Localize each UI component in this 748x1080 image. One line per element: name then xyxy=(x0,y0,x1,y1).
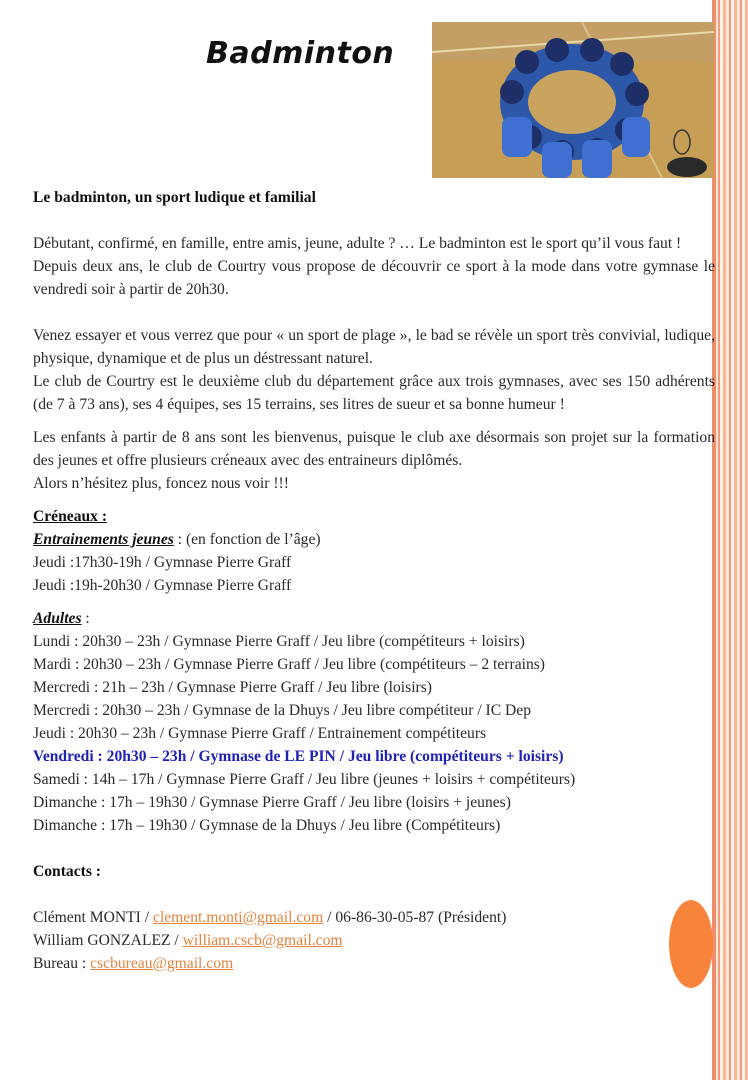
intro-paragraph-3: Venez essayer et vous verrez que pour « un sport de plage », le bad se révèle un sport très convivial, ludique, physique, dynamique et de plus un déstressant naturel. xyxy=(33,327,715,367)
email-link-william[interactable]: william.cscb@gmail.com xyxy=(182,932,343,949)
contact-bureau: Bureau : cscbureau@gmail.com xyxy=(33,955,234,972)
intro-paragraph-6: Alors n’hésitez plus, foncez nous voir !!! xyxy=(33,475,289,492)
jeunes-heading: Entrainements jeunes : (en fonction de l’âge) xyxy=(33,531,321,548)
contact-william: William GONZALEZ / william.cscb@gmail.com xyxy=(33,932,343,949)
schedule-line: Mercredi : 21h – 23h / Gymnase Pierre Graff / Jeu libre (loisirs) xyxy=(33,679,432,696)
contact-president: Clément MONTI / clement.monti@gmail.com / 06-86-30-05-87 (Président) xyxy=(33,909,507,926)
schedule-line: Lundi : 20h30 – 23h / Gymnase Pierre Graff / Jeu libre (compétiteurs + loisirs) xyxy=(33,633,525,650)
email-link-clement[interactable]: clement.monti@gmail.com xyxy=(152,909,324,926)
creneaux-heading: Créneaux : xyxy=(33,508,108,525)
intro-paragraph-1: Débutant, confirmé, en famille, entre amis, jeune, adulte ? … Le badminton est le sport qu’il vous faut ! xyxy=(33,235,682,252)
schedule-line: Jeudi : 20h30 – 23h / Gymnase Pierre Graff / Entrainement compétiteurs xyxy=(33,725,487,742)
schedule-line: Dimanche : 17h – 19h30 / Gymnase Pierre Graff / Jeu libre (loisirs + jeunes) xyxy=(33,794,511,811)
schedule-line: Mercredi : 20h30 – 23h / Gymnase de la Dhuys / Jeu libre compétiteur / IC Dep xyxy=(33,702,532,719)
schedule-line: Jeudi :17h30-19h / Gymnase Pierre Graff xyxy=(33,554,292,571)
schedule-line: Samedi : 14h – 17h / Gymnase Pierre Graff / Jeu libre (jeunes + loisirs + compétiteurs) xyxy=(33,771,576,788)
team-huddle-photo xyxy=(432,22,714,178)
schedule-line-highlighted: Vendredi : 20h30 – 23h / Gymnase de LE PIN / Jeu libre (compétiteurs + loisirs) xyxy=(33,748,564,765)
schedule-line: Mardi : 20h30 – 23h / Gymnase Pierre Graff / Jeu libre (compétiteurs – 2 terrains) xyxy=(33,656,546,673)
intro-paragraph-5: Les enfants à partir de 8 ans sont les bienvenus, puisque le club axe désormais son projet sur la formation des jeunes et offre plusieurs créneaux avec des entraineurs diplômés. xyxy=(33,429,715,469)
contacts-heading: Contacts : xyxy=(33,863,101,880)
schedule-line: Jeudi :19h-20h30 / Gymnase Pierre Graff xyxy=(33,577,292,594)
email-link-bureau[interactable]: cscbureau@gmail.com xyxy=(90,955,234,972)
decorative-right-border xyxy=(712,0,748,1080)
team-huddle-illustration xyxy=(432,22,714,178)
decorative-orange-oval xyxy=(669,900,713,988)
intro-paragraph-2: Depuis deux ans, le club de Courtry vous propose de découvrir ce sport à la mode dans votre gymnase le vendredi soir à partir de 20h30. xyxy=(33,258,715,298)
schedule-line: Dimanche : 17h – 19h30 / Gymnase de la Dhuys / Jeu libre (Compétiteurs) xyxy=(33,817,501,834)
adultes-heading: Adultes : xyxy=(33,610,90,627)
subtitle: Le badminton, un sport ludique et familial xyxy=(33,189,316,206)
page-title: Badminton xyxy=(206,36,395,71)
main-content xyxy=(33,186,715,975)
intro-paragraph-4: Le club de Courtry est le deuxième club du département grâce aux trois gymnases, avec ses 150 adhérents (de 7 à 73 ans), ses 4 équipes, ses 15 terrains, ses litres de sueur et sa bonne humeur ! xyxy=(33,373,715,413)
